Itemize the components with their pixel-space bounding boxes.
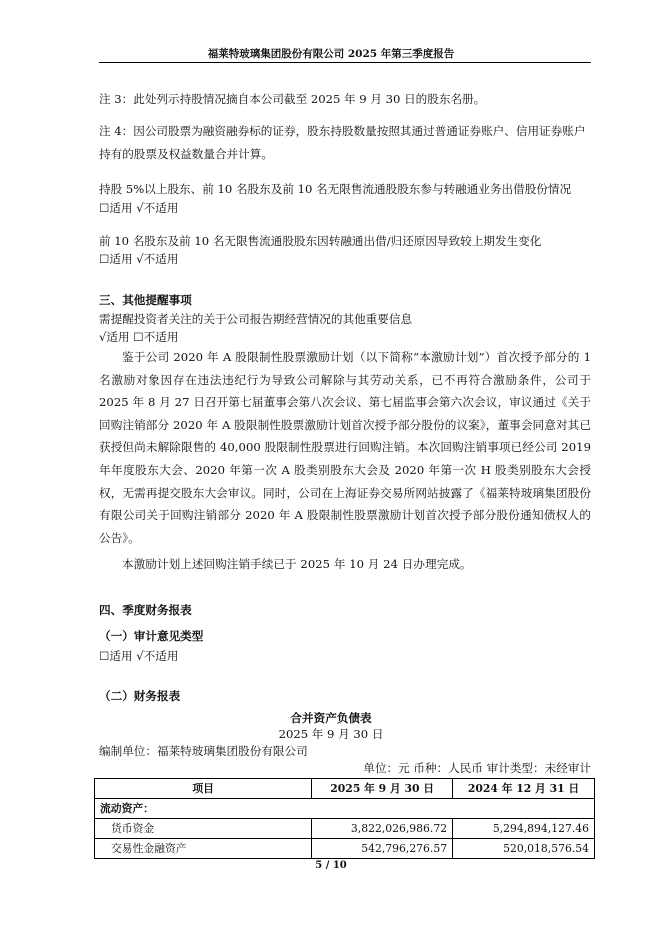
section-3-heading: 三、其他提醒事项 (99, 293, 192, 307)
section-3-paragraph-2: 本激励计划上述回购注销手续已于 2025 年 10 月 24 日办理完成。 (122, 557, 472, 571)
audit-opinion-checkbox: ☐适用 √不适用 (99, 649, 179, 663)
section-3-paragraph-1: 鉴于公司 2020 年 A 股限制性股票激励计划（以下简称“本激励计划”）首次授予部分的 1 名激励对象因存在违法违纪行为导致公司解除与其劳动关系，已不再符合激励条件，公司于 2025 年 8 月 27 日召开第七届董事会第八次会议、第七届监事会第六次会议，审议通过《关于回购注销部分 2020 年 A 股限制性股票激励计划首次授予部分股份的议案》，董事会同意对其已获授但尚未解除限售的 40,000 股限制性股票进行回购注销。本次回购注销事项已经公司 2019 年年度股东大会、2020 年第一次 A 股类别股东大会及 2020 年第一次 H 股类别股东大会授权，无需再提交股东大会审议。同时，公司在上海证券交易所网站披露了《福莱特玻璃集团股份有限公司关于回购注销部分 2020 年 A 股限制性股票激励计划首次授予部分股份通知债权人的公告》。 (99, 350, 591, 545)
column-header-current: 2025 年 9 月 30 日 (312, 779, 453, 799)
refinancing-change-checkbox: ☐适用 √不适用 (99, 252, 179, 266)
current-assets-label: 流动资产： (95, 799, 595, 819)
row-current-value: 3,822,026,986.72 (312, 819, 453, 839)
note-4-line1: 注 4：因公司股票为融资融券标的证券，股东持股数量按照其通过普通证券账户、信用证券账户 (99, 124, 586, 138)
balance-sheet-table (94, 778, 595, 859)
page-header: 福莱特玻璃集团股份有限公司 2025 年第三季度报告 (207, 48, 455, 60)
header-divider (99, 62, 591, 63)
row-previous-value: 5,294,894,127.46 (453, 819, 595, 839)
section-4-heading: 四、季度财务报表 (99, 603, 192, 617)
row-item: 货币资金 (95, 819, 312, 839)
section-3-intro: 需提醒投资者关注的关于公司报告期经营情况的其他重要信息 (99, 312, 413, 326)
page-number: 5 / 10 (315, 860, 347, 871)
refinancing-checkbox: ☐适用 √不适用 (99, 201, 179, 215)
table-row (95, 839, 595, 859)
audit-opinion-heading: （一）审计意见类型 (99, 629, 204, 643)
section-3-checkbox: √适用 ☐不适用 (99, 330, 179, 344)
row-item: 交易性金融资产 (95, 839, 312, 859)
row-previous-value: 520,018,576.54 (453, 839, 595, 859)
column-header-item: 项目 (95, 779, 312, 799)
balance-sheet-title: 合并资产负债表 (290, 711, 372, 725)
balance-sheet-date: 2025 年 9 月 30 日 (278, 727, 384, 741)
row-current-value: 542,796,276.57 (312, 839, 453, 859)
table-row (95, 799, 595, 819)
financial-statements-heading: （二）财务报表 (99, 689, 181, 703)
refinancing-change-title: 前 10 名股东及前 10 名无限售流通股股东因转融通出借/归还原因导致较上期发生变化 (99, 234, 542, 248)
table-row (95, 819, 595, 839)
note-4-line2: 持有的股票及权益数量合并计算。 (99, 147, 273, 161)
note-3: 注 3：此处列示持股情况摘自本公司截至 2025 年 9 月 30 日的股东名册。 (99, 92, 486, 106)
balance-sheet-preparer: 编制单位：福莱特玻璃集团股份有限公司 (99, 744, 308, 758)
column-header-previous: 2024 年 12 月 31 日 (453, 779, 595, 799)
balance-sheet-units: 单位：元 币种：人民币 审计类型：未经审计 (363, 761, 591, 775)
refinancing-title: 持股 5%以上股东、前 10 名股东及前 10 名无限售流通股股东参与转融通业务出借股份情况 (99, 182, 572, 196)
table-header-row (95, 779, 595, 799)
